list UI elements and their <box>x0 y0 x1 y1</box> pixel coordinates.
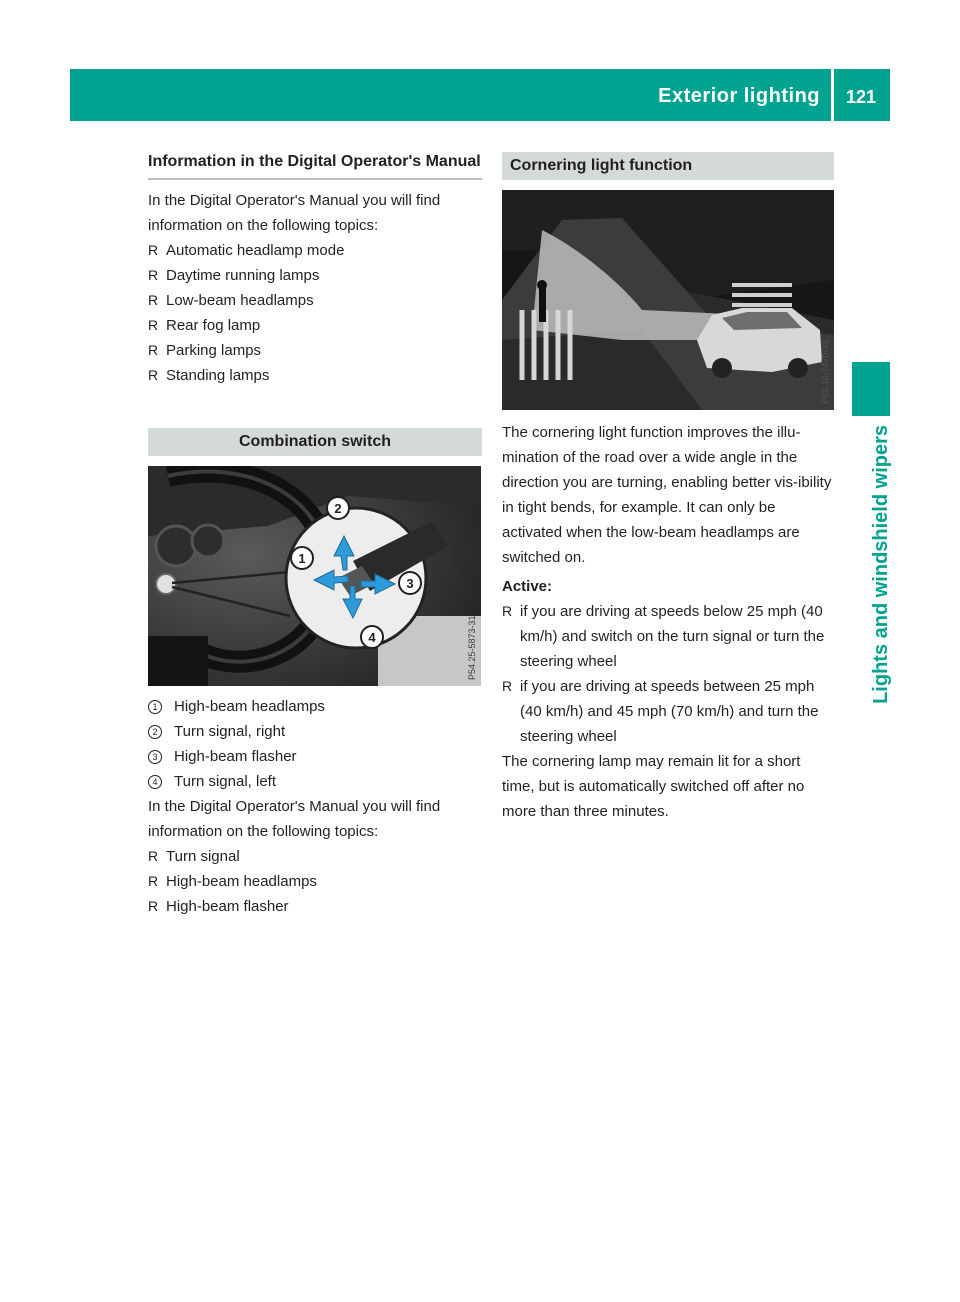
figure-code: P54.25-5873-31 <box>467 615 477 680</box>
cornering-light-figure <box>502 190 834 410</box>
legend-item: 4 Turn signal, left <box>148 769 482 794</box>
section-title: Exterior lighting <box>658 85 820 107</box>
conditions-list <box>502 599 834 749</box>
list-item: R if you are driving at speeds between 25 mph (40 km/h) and 45 mph (70 km/h) and turn the steering wheel <box>502 674 834 749</box>
right-column <box>502 152 834 824</box>
active-label: Active: <box>502 578 553 595</box>
figure-code: P82.10-7470-31 <box>820 339 830 404</box>
legend-item: 2 Turn signal, right <box>148 719 482 744</box>
list-item: R Daytime running lamps <box>148 263 482 288</box>
side-tab-label: Lights and windshield wipers <box>870 425 892 704</box>
list-item: R Parking lamps <box>148 338 482 363</box>
list-item: R High-beam headlamps <box>148 869 482 894</box>
side-tab-marker <box>852 362 890 416</box>
topics-list <box>148 238 482 388</box>
callout-1: 1 <box>298 551 306 566</box>
callout-3: 3 <box>406 576 414 591</box>
intro-paragraph: In the Digital Operator's Manual you will find information on the following topics: <box>148 192 441 234</box>
callout-2: 2 <box>334 501 342 516</box>
legend-item: 3 High-beam flasher <box>148 744 482 769</box>
description-paragraph: The cornering light function improves the illu-mination of the road over a wide angle in the direction you are turning, enabling better vis-ibility in tight bends, for example. It can only be activated when the low-beam headlamps are switched on. <box>502 424 832 566</box>
page-number: 121 <box>845 87 877 107</box>
closing-paragraph: The cornering lamp may remain lit for a short time, but is automatically switched off after no more than three minutes. <box>502 753 805 820</box>
section-heading-digital-manual: Information in the Digital Operator's Manual <box>148 152 482 180</box>
list-item: R High-beam flasher <box>148 894 482 919</box>
list-item: R Automatic headlamp mode <box>148 238 482 263</box>
section-heading-combination-switch: Combination switch <box>148 428 482 456</box>
topics-list-2 <box>148 844 482 919</box>
header-separator <box>831 69 834 121</box>
section-heading-cornering-light: Cornering light function <box>502 152 834 180</box>
figure-legend <box>148 694 482 794</box>
list-item: R Turn signal <box>148 844 482 869</box>
combination-switch-figure <box>148 466 481 686</box>
callout-4: 4 <box>368 630 376 645</box>
left-column <box>148 152 482 919</box>
list-item: R if you are driving at speeds below 25 mph (40 km/h) and switch on the turn signal or turn the steering wheel <box>502 599 834 674</box>
legend-item: 1 High-beam headlamps <box>148 694 482 719</box>
list-item: R Standing lamps <box>148 363 482 388</box>
list-item: R Rear fog lamp <box>148 313 482 338</box>
intro-paragraph-2: In the Digital Operator's Manual you will find information on the following topics: <box>148 798 441 840</box>
list-item: R Low-beam headlamps <box>148 288 482 313</box>
